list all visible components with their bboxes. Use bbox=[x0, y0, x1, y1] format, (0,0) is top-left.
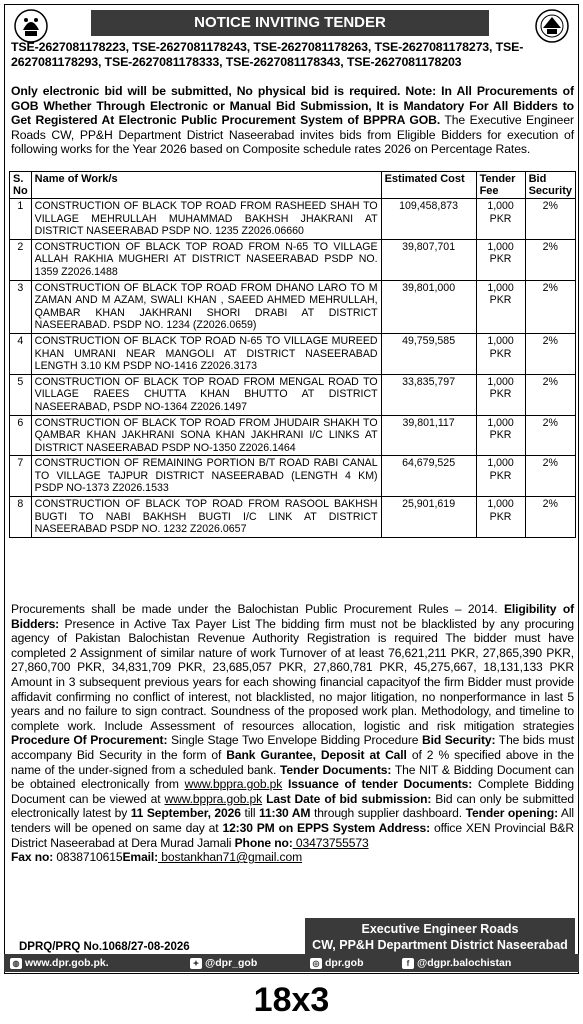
notice-title: NOTICE INVITING TENDER bbox=[91, 10, 489, 36]
terms-bold: Procedure Of Procurement: bbox=[11, 733, 168, 748]
row-cost: 109,458,873 bbox=[381, 199, 476, 240]
row-name: CONSTRUCTION OF BLACK TOP ROAD FROM DHANO LARO TO M ZAMAN AND M AZAM, SWALI KHAN , SAEED AHMED MEHRULLAH, QAMBAR KHAN JAKHRANI SHORI DRABI AT DISTRICT NASEERABAD. PSDP NO. 1234 (Z2026.0659) bbox=[31, 280, 381, 333]
terms-bold: Tender opening: bbox=[465, 806, 558, 821]
social-bar bbox=[4, 954, 579, 972]
terms-bold: 12:30 PM on EPPS System Address: bbox=[222, 820, 431, 835]
row-cost: 64,679,525 bbox=[381, 456, 476, 497]
terms-text: Procurements shall be made under the Balochistan Public Procurement Rules – 2014. bbox=[11, 602, 504, 616]
table-row bbox=[10, 280, 576, 333]
engineer-department: CW, PP&H Department District Naseerabad bbox=[312, 938, 568, 952]
website-item[interactable] bbox=[10, 954, 109, 972]
row-name: CONSTRUCTION OF REMAINING PORTION B/T ROAD RABI CANAL TO VILLAGE TAJPUR DISTRICT NASEERABAD (LENGTH 4 KM) PSDP NO-1373 Z2026.1533 bbox=[31, 456, 381, 497]
table-row bbox=[10, 497, 576, 538]
website-text: www.dpr.gob.pk. bbox=[25, 957, 109, 969]
terms-bold: Bank Gurantee, Deposit at Call bbox=[226, 747, 407, 762]
terms-bold: Eligibility of Bidders: bbox=[11, 602, 574, 631]
table-header-row bbox=[10, 172, 576, 199]
row-name: CONSTRUCTION OF BLACK TOP ROAD FROM MENGAL ROAD TO VILLAGE RAEES CHUTTA KHAN BHUTTO AT DISTRICT NASEERABAD, PSDP NO-1364 Z2026.1497 bbox=[31, 374, 381, 415]
row-security: 2% bbox=[525, 497, 575, 538]
terms-bold: Tender Documents: bbox=[280, 762, 392, 777]
table-row bbox=[10, 239, 576, 280]
twitter-icon: ✦ bbox=[190, 958, 202, 969]
terms-text: All tenders will be opened on same day at bbox=[11, 806, 574, 835]
terms-text: Presence in Active Tax Payer List The bidding firm must not be blacklisted by any procuring agency of Pakistan Balochistan Revenue Authority Registration is required The bidder must have completed 2 Assignment of similar nature of work Turnover of at least 76,621,211 PKR, 27,865,390 PKR, 27,860,700 PKR, 34,831,709 PKR, 23,685,057 PKR, 27,860,781 PKR, 45,275,667, 18,131,133 PKR Amount in 3 subsequent previous years for each showing financial capacityof the firm Bidder must provide affidavit confirming no conflict of interest, not blacklisted, no major litigation, no nonperformance in last 5 years and no failure to sign contract. Soundness of the proposed work plan. Methodology, and timeline to complete work. Include Assessment of resources allocation, logistic and risk mitigation strategies bbox=[11, 616, 574, 733]
instagram-icon: ◎ bbox=[310, 958, 322, 969]
row-name: CONSTRUCTION OF BLACK TOP ROAD FROM JHUDAIR SHAKH TO QAMBAR KHAN JAKHRANI SONA KHAN JAKHRANI I/C LINKS AT DISTRICT NASEERABAD PSDP NO-1350 Z2026.1464 bbox=[31, 415, 381, 456]
instagram-item[interactable] bbox=[310, 954, 364, 972]
twitter-item[interactable] bbox=[190, 954, 257, 972]
row-name: CONSTRUCTION OF BLACK TOP ROAD N-65 TO VILLAGE MUREED KHAN UMRANI NEAR MANGOLI AT DISTRICT NASEERABAD LENGTH 3.10 KM PSDP NO-1416 Z2026.3173 bbox=[31, 333, 381, 374]
terms-text: Complete Bidding Document can be viewed at bbox=[11, 777, 574, 806]
terms-text: of 2 % specified above in the name of the under-signed from a scheduled bank. bbox=[11, 747, 574, 777]
row-name: CONSTRUCTION OF BLACK TOP ROAD FROM RASOOL BAKHSH BUGTI TO NABI BAKHSH BUGTI I/C LINK AT DISTRICT NASEERABAD PSDP NO. 1232 Z2026.0657 bbox=[31, 497, 381, 538]
header-cost: Estimated Cost bbox=[381, 172, 476, 199]
intro-bold-text: Only electronic bid will be submitted, No physical bid is required. Note: In All Procurements of GOB Whether Through Electronic or Manual Bid Submission, It is Mandatory For All Bidders to Get Registered At Electronic Public Procurement System of BPPRA GOB. bbox=[11, 84, 574, 128]
table-row bbox=[10, 374, 576, 415]
header-name: Name of Work/s bbox=[31, 172, 381, 199]
terms-bold: Phone no: bbox=[234, 835, 293, 850]
header-fee: Tender Fee bbox=[476, 172, 525, 199]
row-security: 2% bbox=[525, 415, 575, 456]
row-cost: 49,759,585 bbox=[381, 333, 476, 374]
facebook-text: @dgpr.balochistan bbox=[417, 957, 512, 969]
row-security: 2% bbox=[525, 456, 575, 497]
row-security: 2% bbox=[525, 374, 575, 415]
tse-numbers: TSE-2627081178223, TSE-2627081178243, TSE-2627081178263, TSE-2627081178273, TSE-2627081178293, TSE-2627081178333, TSE-2627081178343, TSE-2627081178203 bbox=[11, 40, 524, 69]
row-fee: 1,000 PKR bbox=[476, 333, 525, 374]
row-cost: 39,801,117 bbox=[381, 415, 476, 456]
facebook-icon: f bbox=[402, 958, 414, 969]
row-fee: 1,000 PKR bbox=[476, 456, 525, 497]
submission-time: 11:30 AM bbox=[259, 806, 311, 821]
instagram-text: dpr.gob bbox=[325, 957, 364, 969]
row-fee: 1,000 PKR bbox=[476, 415, 525, 456]
terms-bold: Fax no: bbox=[11, 850, 54, 865]
table-row bbox=[10, 333, 576, 374]
twitter-text: @dpr_gob bbox=[205, 957, 258, 969]
terms-text: Single Stage Two Envelope Bidding Procedure bbox=[167, 733, 422, 748]
header-sno: S. No bbox=[10, 172, 32, 199]
intro-normal-text: The Executive Engineer Roads CW, PP&H Department District Naseerabad invites bids from Eligible Bidders for execution of following works for the Year 2026 based on Composite schedule rates 2026 on Percentage Rates. bbox=[11, 113, 575, 157]
terms-bold: Email: bbox=[122, 850, 159, 865]
terms-bold: Bid Security: bbox=[421, 733, 496, 748]
dprq-number: DPRQ/PRQ No.1068/27-08-2026 bbox=[19, 941, 190, 953]
terms-text: through supplier dashboard. bbox=[310, 806, 466, 821]
row-sno: 8 bbox=[10, 497, 32, 538]
row-sno: 3 bbox=[10, 280, 32, 333]
table-row bbox=[10, 415, 576, 456]
row-sno: 5 bbox=[10, 374, 32, 415]
terms-bold: Issuance of tender Documents: bbox=[282, 777, 473, 792]
executive-engineer-box bbox=[305, 918, 575, 956]
submission-date: 11 September, 2026 bbox=[130, 806, 241, 821]
row-name: CONSTRUCTION OF BLACK TOP ROAD FROM N-65 TO VILLAGE ALLAH RAKHIA MUGHERI AT DISTRICT NASEERABAD PSDP NO. 1359 Z2026.1488 bbox=[31, 239, 381, 280]
terms-text: The NIT & Bidding Document can be obtained electronically from bbox=[11, 762, 575, 792]
row-fee: 1,000 PKR bbox=[476, 199, 525, 240]
terms-bold: Last Date of bid submission: bbox=[262, 791, 432, 806]
intro-paragraph bbox=[11, 84, 574, 157]
terms-text: Bid can only be submitted electronically latest by bbox=[11, 791, 574, 821]
engineer-title: Executive Engineer Roads bbox=[361, 922, 519, 936]
terms-text: The bids must accompany Bid Security in the form of bbox=[11, 733, 574, 762]
row-fee: 1,000 PKR bbox=[476, 239, 525, 280]
works-table bbox=[9, 171, 576, 538]
row-name: CONSTRUCTION OF BLACK TOP ROAD FROM RASHEED SHAH TO VILLAGE MEHRULLAH MUHAMMAD BAKHSH JHAKRANI AT DISTRICT NASEERABAD PSDP NO. 1235 Z2026.06660 bbox=[31, 199, 381, 240]
table-row bbox=[10, 199, 576, 240]
bppra-link[interactable]: www.bppra.gob.pk bbox=[164, 791, 263, 806]
terms-text: till bbox=[240, 806, 259, 821]
tender-advertisement bbox=[4, 4, 579, 974]
table-row bbox=[10, 456, 576, 497]
row-fee: 1,000 PKR bbox=[476, 374, 525, 415]
row-sno: 4 bbox=[10, 333, 32, 374]
ad-size-label: 18x3 bbox=[253, 981, 330, 1019]
balochistan-emblem-left bbox=[13, 8, 49, 44]
email-link[interactable]: bostankhan71@gmail.com bbox=[158, 850, 303, 865]
header-security: Bid Security bbox=[525, 172, 575, 199]
fax-number: 0838710615 bbox=[53, 850, 123, 865]
department-emblem-right bbox=[534, 8, 570, 44]
row-sno: 7 bbox=[10, 456, 32, 497]
row-security: 2% bbox=[525, 239, 575, 280]
row-sno: 1 bbox=[10, 199, 32, 240]
row-fee: 1,000 PKR bbox=[476, 497, 525, 538]
row-fee: 1,000 PKR bbox=[476, 280, 525, 333]
row-cost: 39,801,000 bbox=[381, 280, 476, 333]
row-cost: 25,901,619 bbox=[381, 497, 476, 538]
row-sno: 6 bbox=[10, 415, 32, 456]
terms-text: office XEN Provincial B&R District Naseerabad at Dera Murad Jamali bbox=[11, 820, 574, 850]
facebook-item[interactable] bbox=[402, 954, 511, 972]
row-cost: 39,807,701 bbox=[381, 239, 476, 280]
row-sno: 2 bbox=[10, 239, 32, 280]
bppra-link[interactable]: www.bppra.gob.pk bbox=[184, 777, 283, 792]
row-cost: 33,835,797 bbox=[381, 374, 476, 415]
terms-paragraph bbox=[11, 602, 574, 865]
row-security: 2% bbox=[525, 333, 575, 374]
globe-icon: ◍ bbox=[10, 958, 22, 969]
row-security: 2% bbox=[525, 199, 575, 240]
row-security: 2% bbox=[525, 280, 575, 333]
phone-number[interactable]: 03473755573 bbox=[292, 835, 369, 850]
